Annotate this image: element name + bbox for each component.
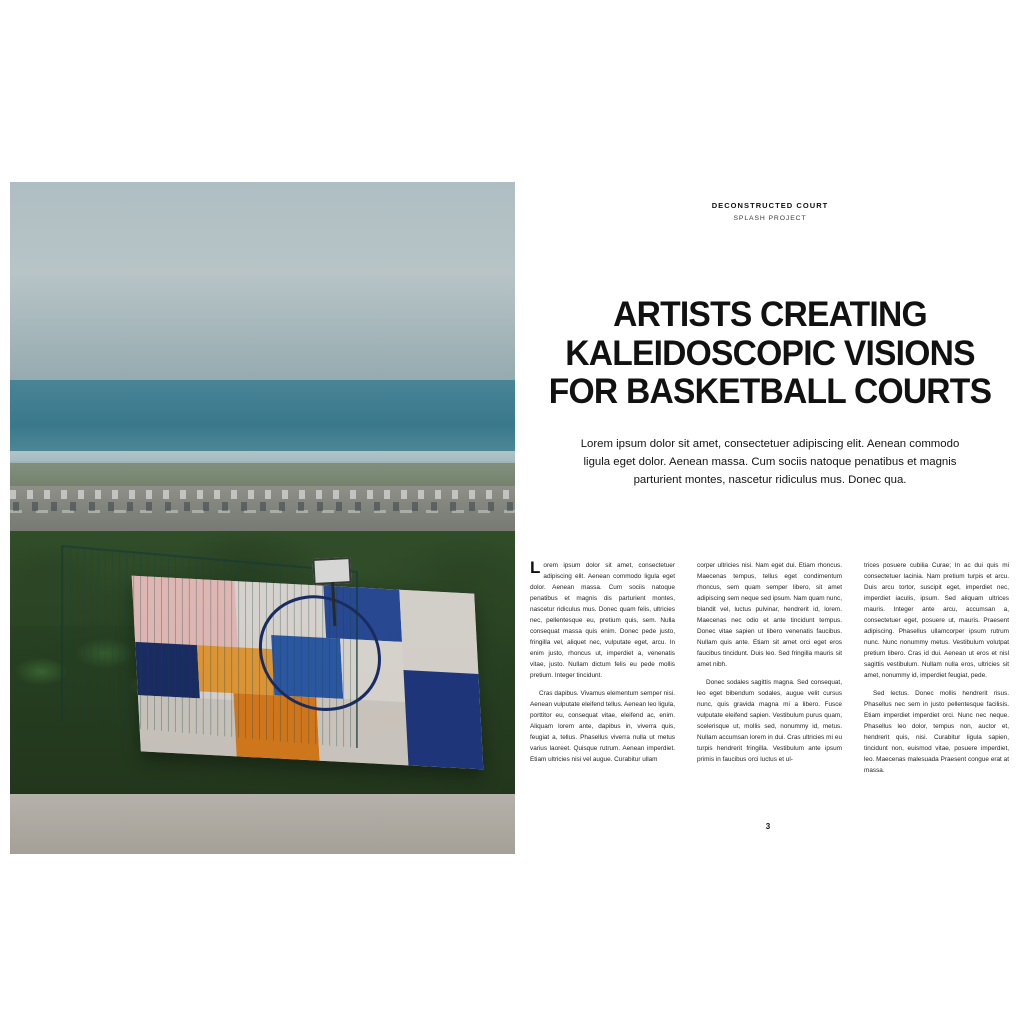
page-number: 3 — [765, 822, 771, 831]
kicker — [530, 200, 1010, 224]
photo-sea — [10, 380, 515, 461]
body-paragraph: Lorem ipsum dolor sit amet, consectetuer adipiscing elit. Aenean commodo ligula eget dolor. Aenean massa. Cum sociis natoque penatibus et magnis dis parturient montes, nascetur ridiculus mus. Donec quam felis, ultricies nec, pellentesque eu, pretium quis, sem. Nulla consequat massa quis enim. Donec pede justo, fringilla vel, aliquet nec, vulputate eget, arcu. In enim justo, rhoncus ut, imperdiet a, venenatis vitae, justo. Nullam dictum felis eu pede mollis pretium. Integer tincidunt. — [530, 558, 675, 680]
aerial-photo-basketball-court-coastline — [10, 182, 515, 854]
standfirst-deck: Lorem ipsum dolor sit amet, consectetuer adipiscing elit. Aenean commodo ligula eget dolor. Aenean massa. Cum sociis natoque penatibus et magnis parturient montes, nascetur ridiculus mus. Donec qua. — [580, 438, 960, 487]
court-shape — [404, 671, 484, 770]
body-column-3 — [864, 560, 1009, 783]
photo-basketball-hoop — [312, 557, 351, 585]
court-shape — [399, 590, 479, 675]
body-paragraph: corper ultricies nisi. Nam eget dui. Etiam rhoncus. Maecenas tempus, tellus eget condimentum rhoncus, sem quam semper libero, sit amet adipiscing sem neque sed ipsum. Nam quam nunc, blandit vel, luctus pulvinar, hendrerit id, lorem. Maecenas nec odio et ante tincidunt tempus. Donec vitae sapien ut libero venenatis faucibus. Nullam quis ante. Etiam sit amet orci eget eros faucibus tincidunt. Duis leo. Sed fringilla mauris sit amet nibh. — [697, 562, 842, 669]
photo-sky — [10, 182, 515, 384]
body-column-2 — [697, 560, 842, 783]
photo-walkway — [10, 794, 515, 854]
kicker-line-1: DECONSTRUCTED COURT — [711, 201, 829, 210]
body-paragraph: trices posuere cubilia Curae; In ac dui quis mi consectetuer lacinia. Nam pretium turpis et arcu. Duis arcu tortor, suscipit eget, imperdiet nec, imperdiet iaculis, ipsum. Sed aliquam ultrices mauris. Integer ante arcu, accumsan a, consectetuer eget, posuere ut, mauris. Praesent adipiscing. Phasellus ullamcorper ipsum rutrum nunc. Nunc nonummy metus. Vestibulum volutpat pretium libero. Cras id dui. Aenean ut eros et nisl sagittis vestibulum. Nullam nulla eros, ultricies sit amet, nonummy id, imperdiet feugiat, pede. — [864, 562, 1009, 680]
body-column-1 — [530, 560, 675, 783]
page-title: ARTISTS CREATING KALEIDOSCOPIC VISIONS FOR BASKETBALL COURTS — [548, 295, 992, 412]
photo-parked-cars — [10, 488, 515, 535]
body-paragraph: Sed lectus. Donec mollis hendrerit risus. Phasellus nec sem in justo pellentesque facilisis. Etiam imperdiet imperdiet orci. Nunc nec neque. Phasellus leo dolor, tempus non, auctor et, hendrerit quis, nisi. Curabitur ligula sapien, tincidunt non, euismod vitae, posuere imperdiet, leo. Maecenas malesuada Praesent congue erat at massa. — [864, 690, 1009, 775]
photo-page — [10, 182, 515, 854]
body-paragraph: Cras dapibus. Vivamus elementum semper nisi. Aenean vulputate eleifend tellus. Aenean leo ligula, porttitor eu, consequat vitae, eleifend ac, enim. Aliquam lorem ante, dapibus in, viverra quis, feugiat a, tellus. Phasellus viverra nulla ut metus varius laoreet. Quisque rutrum. Aenean imperdiet. Etiam ultricies nisi vel augue. Curabitur ullam — [530, 690, 675, 764]
kicker-line-2: SPLASH PROJECT — [733, 214, 807, 222]
text-page — [530, 182, 1010, 854]
body-paragraph: Donec sodales sagittis magna. Sed consequat, leo eget bibendum sodales, augue velit cursus nunc, quis gravida magna mi a libero. Fusce vulputate eleifend sapien. Vestibulum purus quam, scelerisque ut, mollis sed, nonummy id, metus. Nullam accumsan lorem in dui. Cras ultricies mi eu turpis hendrerit fringilla. Vestibulum ante ipsum primis in faucibus orci luctus et ul- — [697, 679, 842, 764]
body-columns — [530, 560, 1010, 783]
